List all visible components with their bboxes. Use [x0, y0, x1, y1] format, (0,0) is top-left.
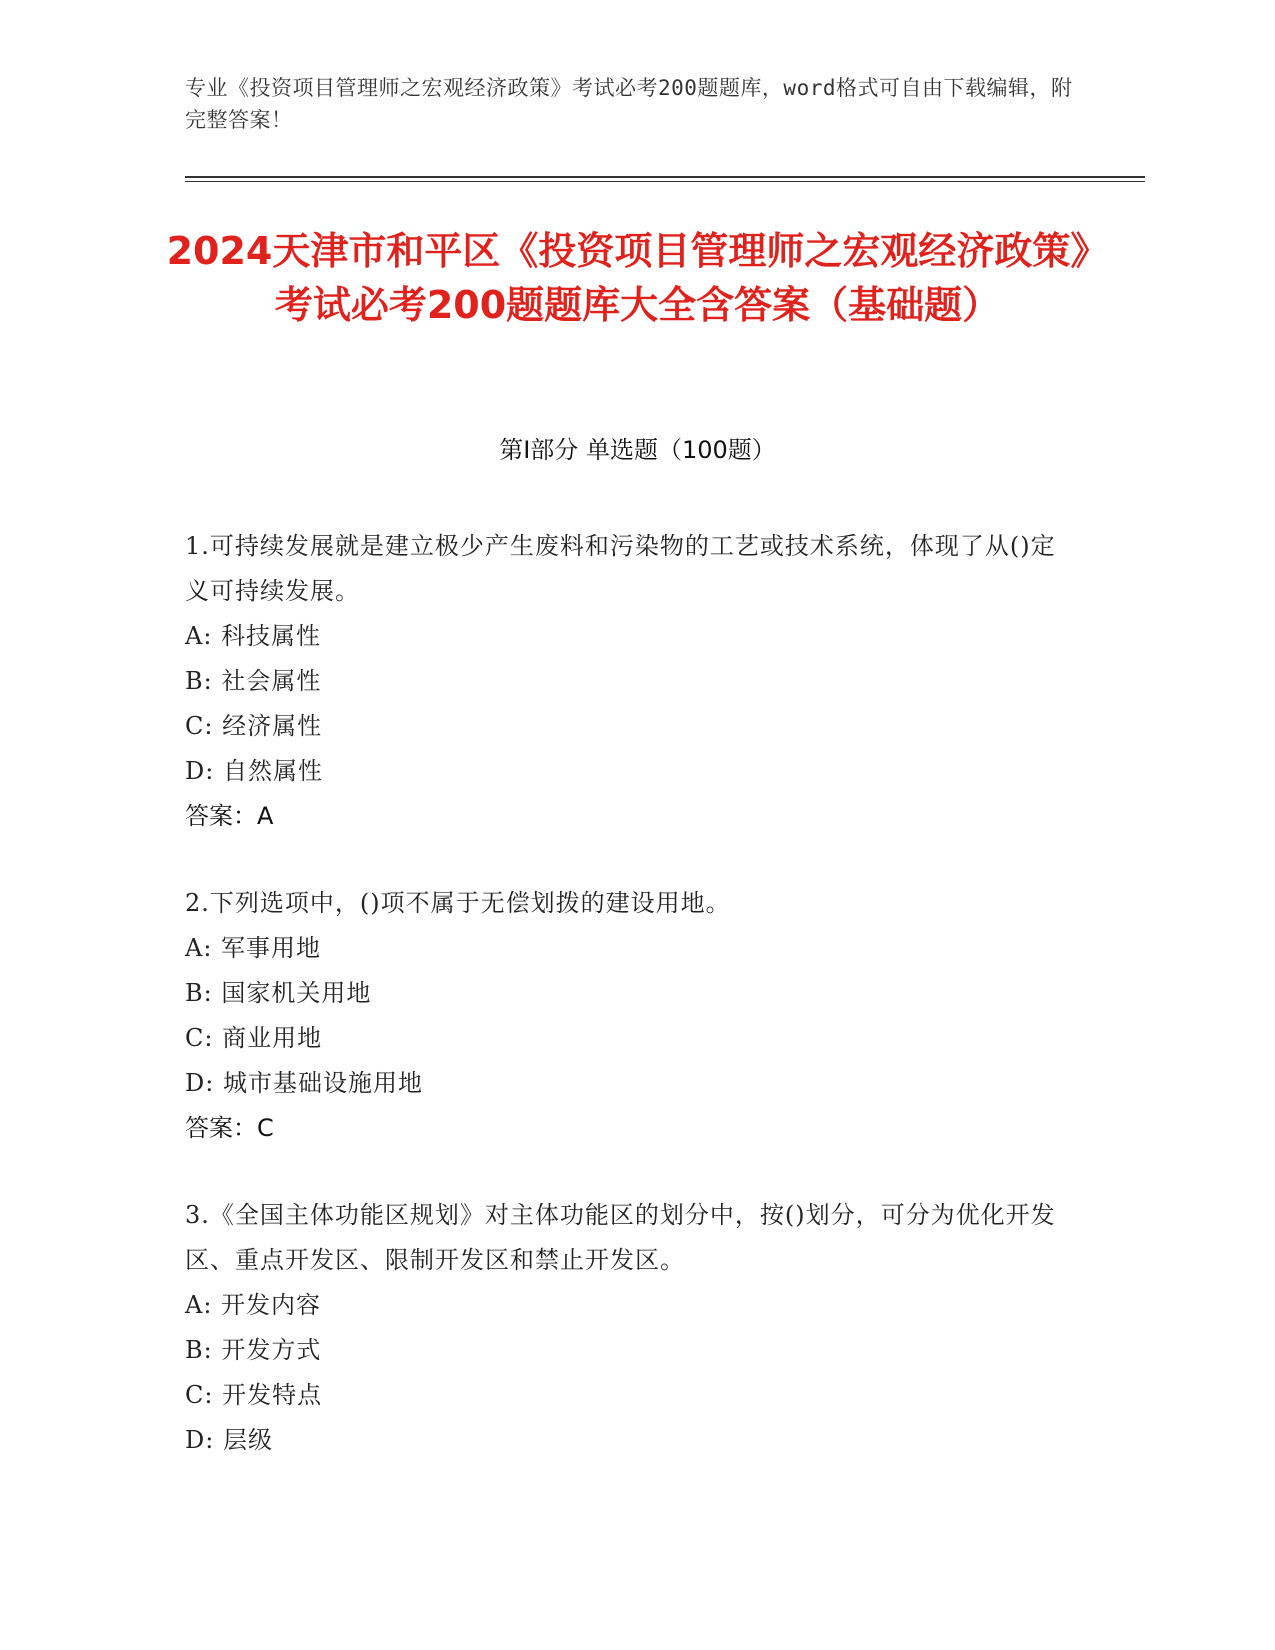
question-list — [185, 524, 1065, 1505]
option-c: C: 开发特点 — [185, 1381, 323, 1409]
question-stem: 3.《全国主体功能区规划》对主体功能区的划分中，按()划分，可分为优化开发区、重点开发区、限制开发区和禁止开发区。 — [185, 1201, 1056, 1274]
question-3 — [185, 1193, 1065, 1463]
option-c: C: 商业用地 — [185, 1024, 323, 1052]
answer: 答案：C — [185, 1114, 274, 1142]
section-heading: 第I部分 单选题（100题） — [499, 436, 776, 464]
header-divider-thick — [185, 176, 1145, 178]
option-a: A: 科技属性 — [185, 622, 322, 650]
option-c: C: 经济属性 — [185, 712, 323, 740]
option-a: A: 军事用地 — [185, 934, 322, 962]
option-d: D: 层级 — [185, 1426, 273, 1454]
question-stem: 1.可持续发展就是建立极少产生废料和污染物的工艺或技术系统，体现了从()定义可持续发展。 — [185, 532, 1056, 605]
option-b: B: 国家机关用地 — [185, 979, 372, 1007]
question-stem: 2.下列选项中，()项不属于无偿划拨的建设用地。 — [185, 889, 731, 917]
header-divider-thin — [185, 181, 1145, 182]
option-a: A: 开发内容 — [185, 1291, 322, 1319]
option-d: D: 城市基础设施用地 — [185, 1069, 423, 1097]
question-1 — [185, 524, 1065, 839]
option-d: D: 自然属性 — [185, 757, 323, 785]
option-b: B: 开发方式 — [185, 1336, 322, 1364]
header-note: 专业《投资项目管理师之宏观经济政策》考试必考200题题库，word格式可自由下载编辑，附完整答案！ — [185, 76, 1073, 132]
option-b: B: 社会属性 — [185, 667, 322, 695]
document-title: 2024天津市和平区《投资项目管理师之宏观经济政策》考试必考200题题库大全含答案（基础题） — [166, 229, 1109, 327]
answer: 答案：A — [185, 802, 274, 830]
question-2 — [185, 881, 1065, 1151]
